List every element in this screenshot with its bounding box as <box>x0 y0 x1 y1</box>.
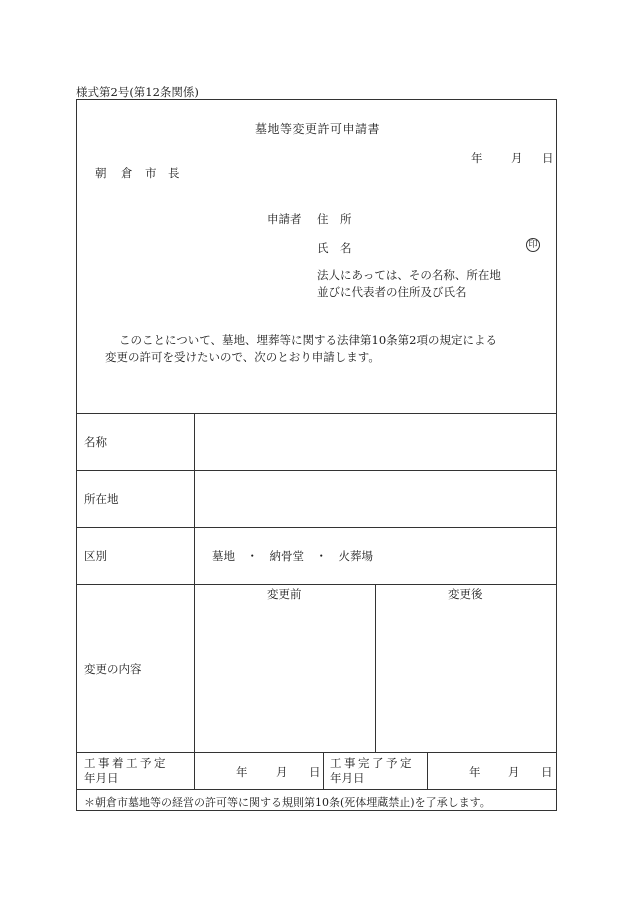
addressee-char: 倉 <box>121 166 133 180</box>
finish-date-label-line2: 年月日 <box>330 771 365 785</box>
finish-date-label-line1: 工事完了予定 <box>330 756 414 770</box>
divider <box>77 584 556 585</box>
form-title: 墓地等変更許可申請書 <box>254 122 380 136</box>
category-row-label: 区別 <box>84 549 107 563</box>
after-change-field[interactable] <box>376 603 555 751</box>
start-month-label: 月 <box>276 765 288 779</box>
finish-year-label: 年 <box>469 765 481 779</box>
start-day-label: 日 <box>309 765 321 779</box>
divider <box>77 789 556 790</box>
name-label: 氏 名 <box>317 241 352 255</box>
start-year-label: 年 <box>236 765 248 779</box>
start-date-label-line2: 年月日 <box>84 771 119 785</box>
addressee-char: 朝 <box>95 166 107 180</box>
address-label: 住 所 <box>317 212 352 226</box>
name-field[interactable] <box>195 414 555 470</box>
statement-line2: 変更の許可を受けたいので、次のとおり申請します。 <box>105 350 380 364</box>
application-form <box>76 99 557 811</box>
location-row-label: 所在地 <box>84 492 119 506</box>
date-year-label: 年 <box>471 151 483 165</box>
date-day-label: 日 <box>542 151 554 165</box>
finish-month-label: 月 <box>508 765 520 779</box>
start-date-label-line1: 工事着工予定 <box>84 756 168 770</box>
corporate-note-line1: 法人にあっては、その名称、所在地 <box>317 268 501 282</box>
before-change-label: 変更前 <box>267 587 302 601</box>
statement-line1: このことについて、墓地、埋葬等に関する法律第10条第2項の規定による <box>119 333 497 347</box>
after-change-label: 変更後 <box>448 587 483 601</box>
form-number: 様式第2号(第12条関係) <box>76 85 199 99</box>
addressee-char: 市 <box>145 166 157 180</box>
divider <box>77 752 556 753</box>
location-field[interactable] <box>195 471 555 527</box>
before-change-field[interactable] <box>195 603 374 751</box>
divider <box>427 752 428 789</box>
seal-mark-icon: 印 <box>526 238 540 252</box>
finish-day-label: 日 <box>541 765 553 779</box>
divider <box>323 752 324 789</box>
category-options[interactable]: 墓地 ・ 納骨堂 ・ 火葬場 <box>212 549 373 563</box>
footnote: ＊朝倉市墓地等の経営の許可等に関する規則第10条(死体埋蔵禁止)を了承します。 <box>84 796 491 809</box>
corporate-note-line2: 並びに代表者の住所及び氏名 <box>317 285 467 299</box>
date-month-label: 月 <box>511 151 523 165</box>
addressee-char: 長 <box>168 166 180 180</box>
change-content-label: 変更の内容 <box>84 662 142 676</box>
name-row-label: 名称 <box>84 435 107 449</box>
divider <box>77 527 556 528</box>
divider <box>194 752 195 789</box>
applicant-label: 申請者 <box>267 212 302 226</box>
